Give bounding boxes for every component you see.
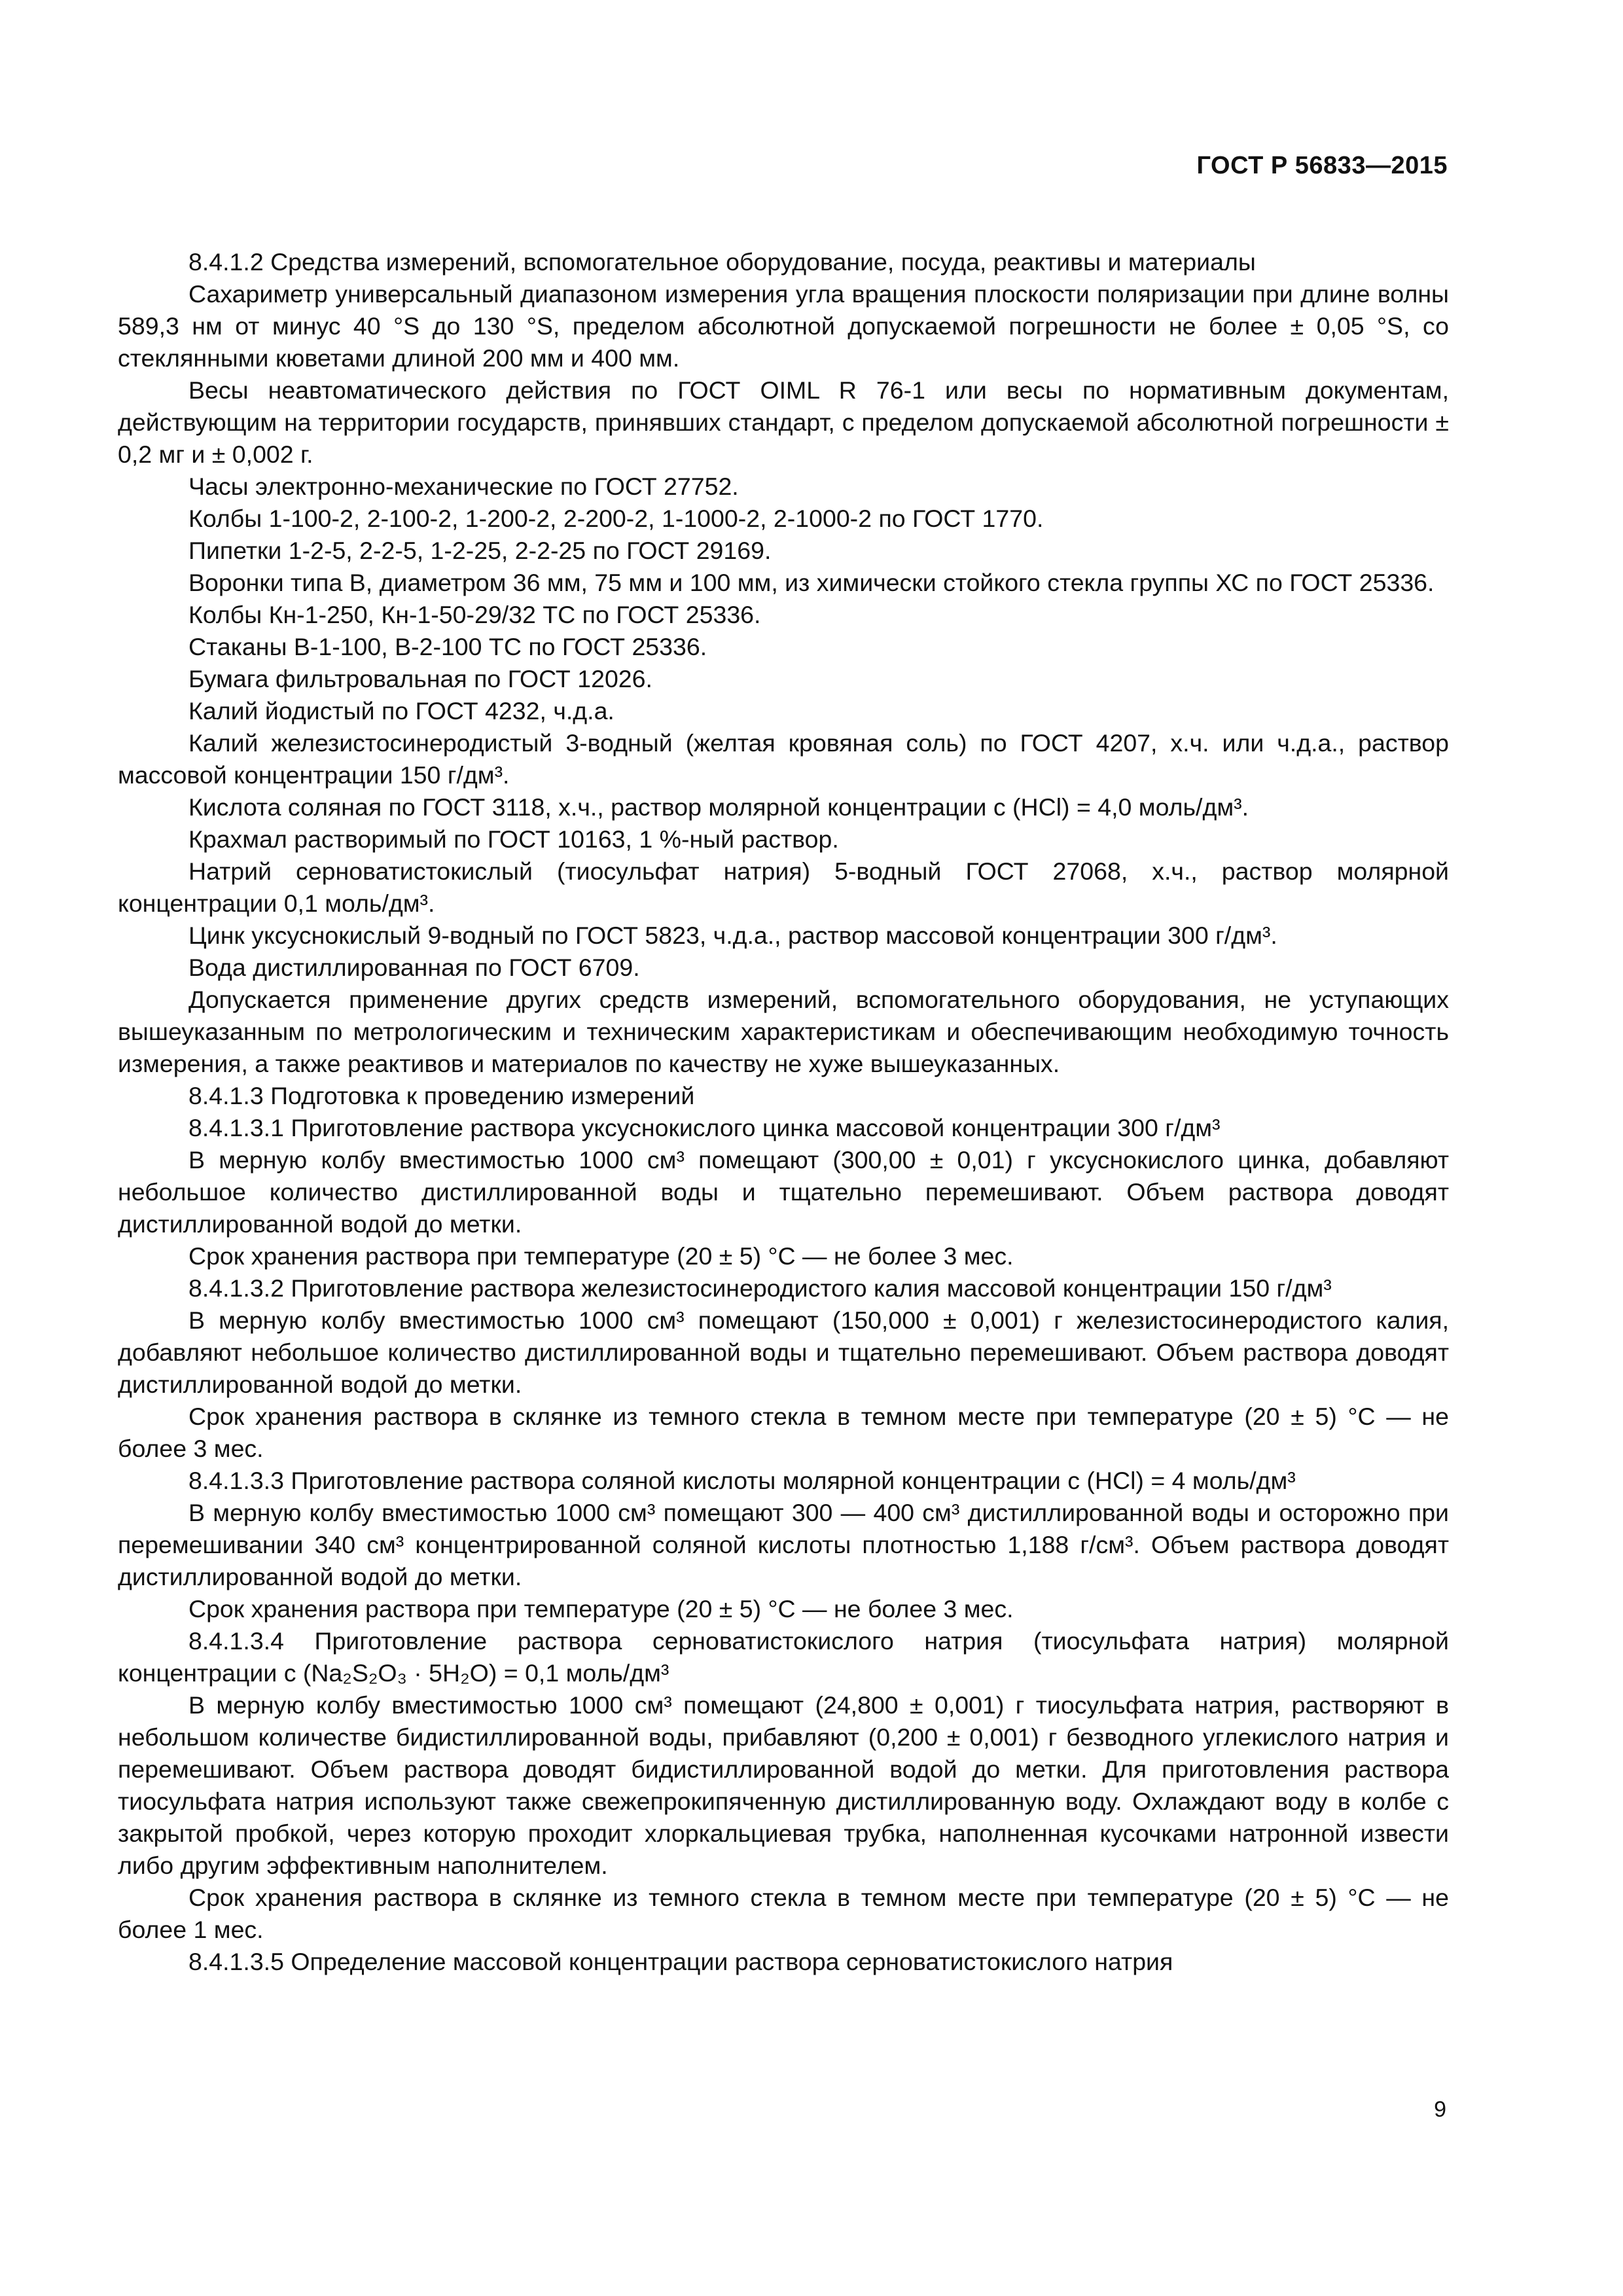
paragraph: Колбы Кн-1-250, Кн-1-50-29/32 ТС по ГОСТ 25336. [188, 601, 761, 628]
subsection-heading: 8.4.1.3.5 Определение массовой концентрации раствора серноватистокислого натрия [188, 1948, 1173, 1975]
paragraph: Крахмал растворимый по ГОСТ 10163, 1 %-ный раствор. [188, 825, 839, 853]
paragraph: Часы электронно-механические по ГОСТ 27752. [188, 473, 739, 500]
subsection-heading: 8.4.1.3.1 Приготовление раствора уксуснокислого цинка массовой концентрации 300 г/дм³ [188, 1114, 1221, 1141]
paragraph: Срок хранения раствора в склянке из темного стекла в темном месте при температуре (20 ± 5) °С — не более 3 мес. [118, 1403, 1449, 1462]
paragraph: Допускается применение других средств измерений, вспомогательного оборудования, не уступающих вышеуказанным по метрологическим и техническим характеристикам и обеспечивающим необходимую точность измерения, а также реактивов и материалов по качеству не хуже вышеуказанных. [118, 986, 1449, 1077]
paragraph: В мерную колбу вместимостью 1000 см³ помещают (300,00 ± 0,01) г уксуснокислого цинка, добавляют небольшое количество дистиллированной воды и тщательно перемешивают. Объем раствора доводят дистиллированной водой до метки. [118, 1146, 1449, 1238]
paragraph: Стаканы В-1-100, В-2-100 ТС по ГОСТ 25336. [188, 633, 707, 660]
page-number: 9 [1434, 2097, 1446, 2122]
paragraph: Калий йодистый по ГОСТ 4232, ч.д.а. [188, 697, 615, 725]
paragraph: Бумага фильтровальная по ГОСТ 12026. [188, 665, 652, 692]
paragraph: Пипетки 1-2-5, 2-2-5, 1-2-25, 2-2-25 по ГОСТ 29169. [188, 537, 772, 564]
subsection-heading: 8.4.1.3.4 Приготовление раствора серноватистокислого натрия (тиосульфата натрия) молярной концентрации c (Na₂S₂O₃ · 5H₂O) = 0,1 моль/дм³ [118, 1627, 1449, 1687]
paragraph: В мерную колбу вместимостью 1000 см³ помещают (150,000 ± 0,001) г железистосинеродистого калия, добавляют небольшое количество дистиллированной воды и тщательно перемешивают. Объем раствора доводят дистиллированной водой до метки. [118, 1306, 1449, 1398]
document-body [118, 246, 1449, 1978]
paragraph: Калий железистосинеродистый 3-водный (желтая кровяная соль) по ГОСТ 4207, х.ч. или ч.д.а., раствор массовой концентрации 150 г/дм³. [118, 729, 1449, 789]
paragraph: В мерную колбу вместимостью 1000 см³ помещают (24,800 ± 0,001) г тиосульфата натрия, растворяют в небольшом количестве бидистиллированной воды, прибавляют (0,200 ± 0,001) г безводного углекислого натрия и перемешивают. Объем раствора доводят бидистиллированной водой до метки. Для приготовления раствора тиосульфата натрия используют также свежепрокипяченную дистиллированную воду. Охлаждают воду в колбе с закрытой пробкой, через которую проходит хлоркальциевая трубка, наполненная кусочками натронной извести либо другим эффективным наполнителем. [118, 1691, 1449, 1879]
section-heading: 8.4.1.2 Средства измерений, вспомогательное оборудование, посуда, реактивы и материалы [188, 248, 1256, 276]
paragraph: Кислота соляная по ГОСТ 3118, х.ч., раствор молярной концентрации c (HCl) = 4,0 моль/дм³. [188, 793, 1249, 821]
paragraph: Сахариметр универсальный диапазоном измерения угла вращения плоскости поляризации при длине волны 589,3 нм от минус 40 °S до 130 °S, пределом абсолютной допускаемой погрешности не более ± 0,05 °S, со стеклянными кюветами длиной 200 мм и 400 мм. [118, 280, 1449, 372]
paragraph: Срок хранения раствора в склянке из темного стекла в темном месте при температуре (20 ± 5) °С — не более 1 мес. [118, 1884, 1449, 1943]
paragraph: В мерную колбу вместимостью 1000 см³ помещают 300 — 400 см³ дистиллированной воды и осторожно при перемешивании 340 см³ концентрированной соляной кислоты плотностью 1,188 г/см³. Объем раствора доводят дистиллированной водой до метки. [118, 1499, 1449, 1590]
paragraph: Воронки типа В, диаметром 36 мм, 75 мм и 100 мм, из химически стойкого стекла группы ХС по ГОСТ 25336. [188, 569, 1435, 596]
subsection-heading: 8.4.1.3.2 Приготовление раствора железистосинеродистого калия массовой концентрации 150 г/дм³ [188, 1274, 1332, 1302]
paragraph: Колбы 1-100-2, 2-100-2, 1-200-2, 2-200-2, 1-1000-2, 2-1000-2 по ГОСТ 1770. [188, 505, 1044, 532]
paragraph: Весы неавтоматического действия по ГОСТ OIML R 76-1 или весы по нормативным документам, действующим на территории государств, принявших стандарт, с пределом допускаемой абсолютной погрешности ± 0,2 мг и ± 0,002 г. [118, 376, 1449, 468]
paragraph: Вода дистиллированная по ГОСТ 6709. [188, 954, 640, 981]
paragraph: Цинк уксуснокислый 9-водный по ГОСТ 5823, ч.д.а., раствор массовой концентрации 300 г/дм³. [188, 922, 1277, 949]
section-heading: 8.4.1.3 Подготовка к проведению измерений [188, 1082, 695, 1109]
subsection-heading: 8.4.1.3.3 Приготовление раствора соляной кислоты молярной концентрации c (HCl) = 4 моль/дм³ [188, 1467, 1296, 1494]
paragraph: Натрий серноватистокислый (тиосульфат натрия) 5-водный ГОСТ 27068, х.ч., раствор молярной концентрации 0,1 моль/дм³. [118, 857, 1449, 917]
paragraph: Срок хранения раствора при температуре (20 ± 5) °С — не более 3 мес. [188, 1595, 1014, 1623]
paragraph: Срок хранения раствора при температуре (20 ± 5) °С — не более 3 мес. [188, 1242, 1014, 1270]
standard-designation: ГОСТ Р 56833—2015 [1196, 152, 1448, 179]
